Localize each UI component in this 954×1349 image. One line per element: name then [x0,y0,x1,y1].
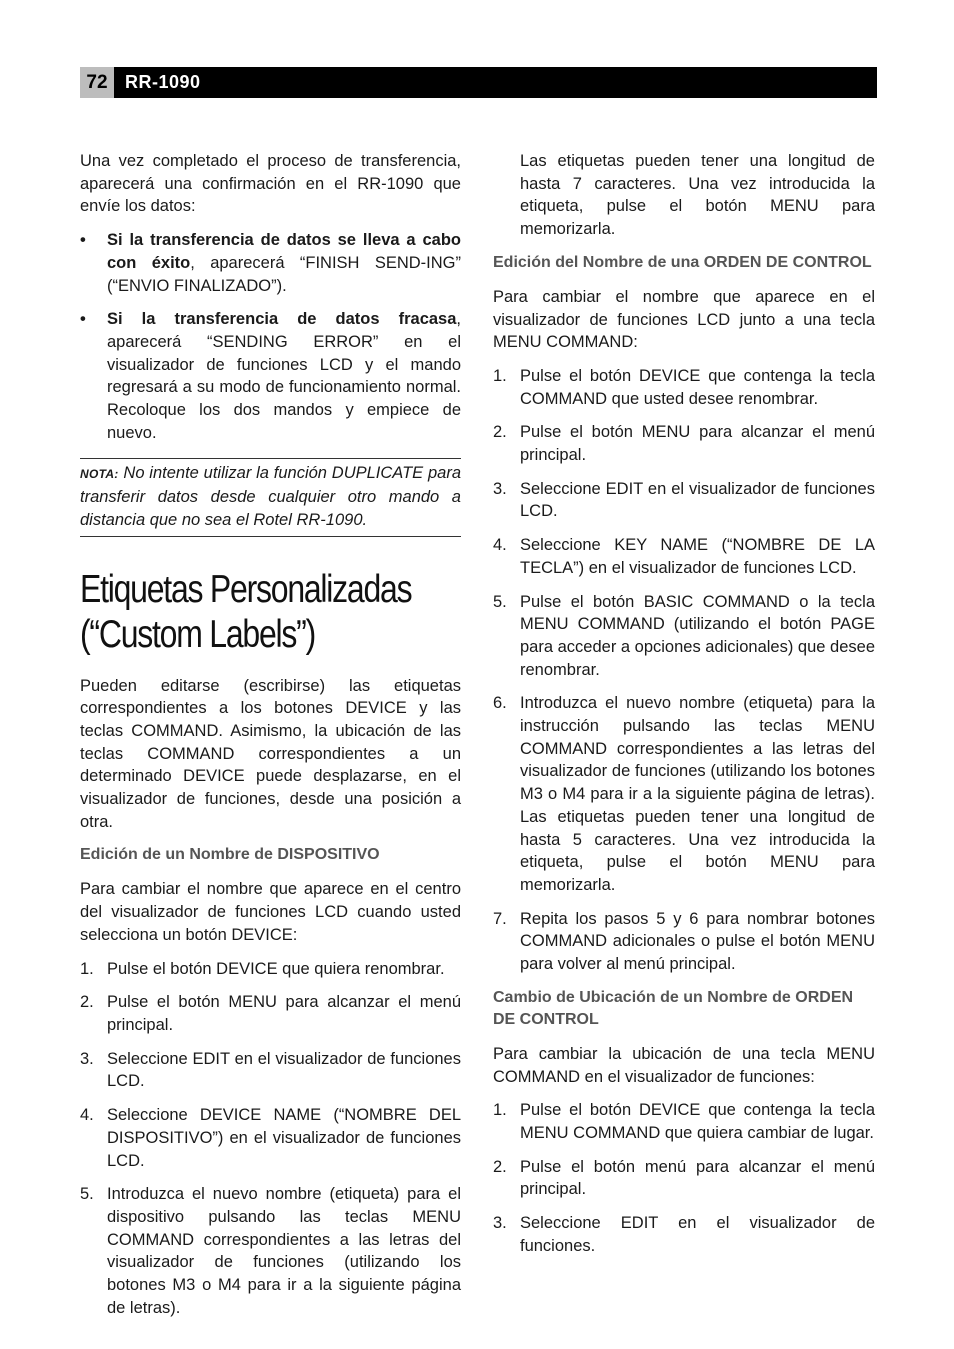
page-number: 72 [80,67,114,98]
list-item: 2. Pulse el botón MENU para alcanzar el menú principal. [493,423,875,465]
note-label: NOTA: [80,467,119,482]
transfer-intro: Una vez completado el proceso de transferencia, aparecerá una confirmación en el RR-1090 que envíe los datos: [80,152,461,216]
list-item: 6. Introduzca el nuevo nombre (etiqueta) para la instrucción pulsando las teclas MENU COMMAND correspondientes a las letras del visualizador de funciones (utilizando los botones M3 o M4 para ir a la siguiente página de letras). Las etiquetas pueden tener una longitud de hasta 5 caracteres. Una vez introducida la etiqueta, pulse el botón MENU para memorizarla. [493,694,875,894]
list-item: 2. Pulse el botón menú para alcanzar el menú principal. [493,1157,875,1199]
device-name-steps [80,958,461,1320]
command-name-steps [493,365,875,976]
list-item: 1. Pulse el botón DEVICE que contenga la tecla MENU COMMAND que quiera cambiar de lugar. [493,1101,875,1142]
transfer-result-list [80,229,461,444]
section-title: Etiquetas Personalizadas (“Custom Labels”) [80,567,412,656]
device-step-continuation: Las etiquetas pueden tener una longitud de hasta 7 caracteres. Una vez introducida la etiqueta, pulse el botón MENU para memorizarla. [520,152,875,239]
section-intro: Pueden editarse (escribirse) las etiquetas correspondientes a los botones DEVICE y las teclas COMMAND. Asimismo, la ubicación de las teclas COMMAND correspondientes a un determinado DEVICE puede desplazarse, en el visualizador de funciones, desde una posición a otra. [80,676,461,831]
location-steps [493,1099,875,1257]
page-header [80,67,877,98]
note-box [80,458,461,536]
right-column [493,150,875,1268]
device-name-heading: Edición de un Nombre de DISPOSITIVO [80,846,380,864]
command-name-heading: Edición del Nombre de una ORDEN DE CONTROL [493,253,872,271]
list-item: 3. Seleccione EDIT en el visualizador de funciones. [493,1214,875,1255]
note-text: No intente utilizar la función DUPLICATE para transferir datos desde cualquier otro mando a distancia que no sea el Rotel RR-1090. [80,464,461,529]
list-item: 5. Pulse el botón BASIC COMMAND o la tecla MENU COMMAND (utilizando el botón PAGE para acceder a opciones adicionales) que desee renombrar. [493,592,875,679]
device-name-intro: Para cambiar el nombre que aparece en el centro del visualizador de funciones LCD cuando usted selecciona un botón DEVICE: [80,880,461,944]
list-item: 4. Seleccione KEY NAME (“NOMBRE DE LA TECLA”) en el visualizador de funciones LCD. [493,536,875,577]
location-intro: Para cambiar la ubicación de una tecla MENU COMMAND en el visualizador de funciones: [493,1044,875,1086]
list-item: 7. Repita los pasos 5 y 6 para nombrar botones COMMAND adicionales o pulse el botón MENU para volver al menú principal. [493,909,875,974]
list-item: 3. Seleccione EDIT en el visualizador de funciones LCD. [493,479,875,521]
command-name-intro: Para cambiar el nombre que aparece en el visualizador de funciones LCD junto a una tecla MENU COMMAND: [493,287,875,352]
list-item: 1. Pulse el botón DEVICE que contenga la tecla COMMAND que usted desee renombrar. [493,366,875,408]
list-item: 2. Pulse el botón MENU para alcanzar el menú principal. [80,993,461,1034]
list-item: 3. Seleccione EDIT en el visualizador de funciones LCD. [80,1049,461,1091]
list-item: 4. Seleccione DEVICE NAME (“NOMBRE DEL DISPOSITIVO”) en el visualizador de funciones LCD. [80,1106,461,1170]
list-item: • Si la transferencia de datos fracasa, aparecerá “SENDING ERROR” en el visualizador de funciones LCD y el mando regresará a su modo de funcionamiento normal. Recoloque los dos mandos y empiece de nuevo. [80,308,461,444]
location-heading: Cambio de Ubicación de un Nombre de ORDEN DE CONTROL [493,988,854,1028]
list-item: 1. Pulse el botón DEVICE que quiera renombrar. [80,959,445,978]
list-item: 5. Introduzca el nuevo nombre (etiqueta) para el dispositivo pulsando las teclas MENU COMMAND correspondientes a las letras del visualizador de funciones (utilizando los botones M3 o M4 para ir a la siguiente página de letras). [80,1185,461,1317]
model-name: RR-1090 [125,72,201,92]
left-column [80,150,461,1330]
list-item: • Si la transferencia de datos se lleva a cabo con éxito, aparecerá “FINISH SEND-ING” (“ENVIO FINALIZADO”). [80,229,461,297]
